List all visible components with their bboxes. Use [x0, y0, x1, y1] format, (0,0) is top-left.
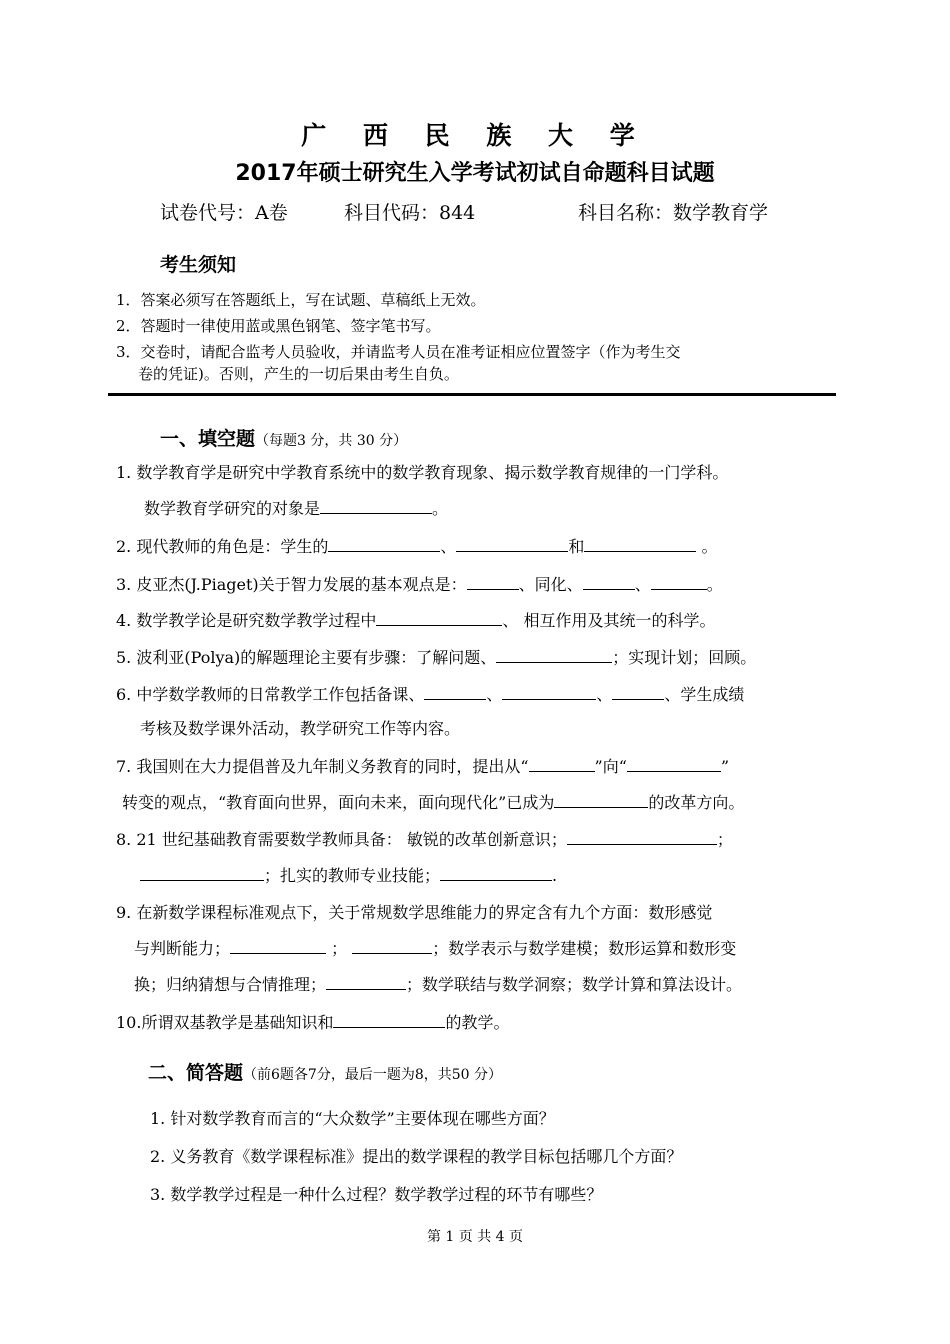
section1-note: （每题3 分，共 30 分） — [255, 433, 408, 449]
answer-blank — [502, 684, 596, 700]
answer-blank — [612, 684, 664, 700]
answer-blank — [328, 536, 440, 552]
section2-note: （前6题各7分，最后一题为8，共50 分） — [243, 1067, 503, 1083]
short-answer-question: 2. 义务教育《数学课程标准》提出的数学课程的教学目标包括哪几个方面？ — [150, 1147, 683, 1166]
subject-name: 科目名称：数学教育学 — [578, 202, 769, 224]
answer-blank — [440, 865, 552, 881]
answer-blank — [584, 536, 696, 552]
section1-title: 一、填空题 — [160, 428, 256, 450]
question-8-line2: ；扎实的教师专业技能； . — [140, 863, 557, 886]
answer-blank — [424, 684, 486, 700]
answer-blank — [467, 574, 519, 590]
question-1-line2: 数学教育学研究的对象是 。 — [144, 499, 449, 518]
notice-title: 考生须知 — [160, 254, 237, 276]
question-2: 2. 现代教师的角色是：学生的 、 和 。 — [116, 537, 718, 556]
notice-item: 3．交卷时，请配合监考人员验收，并请监考人员在准考证相应位置签字（作为考生交 — [116, 343, 681, 361]
question-7-line1: 7. 我国则在大力提倡普及九年制义务教育的同时，提出从“ ”向“ ” — [116, 757, 730, 776]
answer-blank — [320, 498, 432, 514]
section2-heading — [148, 1058, 502, 1085]
page-number: 第 1 页 共 4 页 — [426, 1229, 524, 1245]
question-3: 3. 皮亚杰(J.Piaget)关于智力发展的基本观点是： 、同化、 、 。 — [116, 575, 723, 594]
answer-blank — [140, 865, 264, 881]
answer-blank — [496, 647, 612, 663]
question-9-line2: 与判断能力； ； ；数学表示与数学建模；数形运算和数形变 — [134, 939, 737, 958]
short-answer-question: 3. 数学教学过程是一种什么过程？数学教学过程的环节有哪些？ — [150, 1185, 603, 1204]
divider-rule — [108, 393, 836, 396]
answer-blank — [376, 610, 502, 626]
question-9-line1: 9. 在新数学课程标准观点下，关于常规数学思维能力的界定含有九个方面：数形感觉 — [116, 903, 713, 922]
answer-blank — [529, 756, 595, 772]
answer-blank — [456, 536, 568, 552]
answer-blank — [554, 792, 648, 808]
short-answer-question: 1. 针对数学教育而言的“大众数学”主要体现在哪些方面？ — [150, 1109, 555, 1128]
section1-heading — [160, 424, 407, 451]
answer-blank — [333, 1012, 445, 1028]
question-6-line2: 考核及数学课外活动，教学研究工作等内容。 — [140, 719, 461, 738]
question-6-line1: 6. 中学数学教师的日常教学工作包括备课、 、 、 、学生成绩 — [116, 685, 745, 704]
answer-blank — [230, 938, 326, 954]
question-8-line1: 8. 21 世纪基础教育需要数学教师具备： 敏锐的改革创新意识； ； — [116, 830, 733, 849]
question-5: 5. 波利亚(Polya)的解题理论主要有步骤：了解问题、 ；实现计划；回顾。 — [116, 648, 757, 667]
university-name: 广 西 民 族 大 学 — [301, 121, 649, 150]
answer-blank — [583, 574, 635, 590]
question-9-line3: 换；归纳猜想与合情推理； ；数学联结与数学洞察；数学计算和算法设计。 — [134, 975, 743, 994]
question-4: 4. 数学教学论是研究数学教学过程中 、 相互作用及其统一的科学。 — [116, 611, 716, 630]
notice-item: 1．答案必须写在答题纸上，写在试题、草稿纸上无效。 — [116, 291, 486, 309]
answer-blank — [627, 756, 721, 772]
answer-blank — [326, 974, 406, 990]
answer-blank — [352, 938, 432, 954]
question-10: 10.所谓双基教学是基础知识和 的教学。 — [116, 1013, 510, 1032]
exam-title: 2017年硕士研究生入学考试初试自命题科目试题 — [235, 161, 715, 186]
answer-blank — [651, 574, 707, 590]
section2-title: 二、简答题 — [148, 1062, 244, 1084]
question-1-line1: 1. 数学教育学是研究中学教育系统中的数学教育现象、揭示数学教育规律的一门学科。 — [116, 463, 729, 482]
notice-item: 2．答题时一律使用蓝或黑色钢笔、签字笔书写。 — [116, 317, 441, 335]
answer-blank — [567, 829, 717, 845]
paper-code: 试卷代号：A卷 — [160, 202, 288, 224]
question-7-line2: 转变的观点，“教育面向世界，面向未来，面向现代化”已成为 的改革方向。 — [122, 793, 745, 812]
notice-item: 卷的凭证)。否则，产生的一切后果由考生自负。 — [138, 365, 459, 383]
subject-code: 科目代码：844 — [344, 202, 476, 224]
